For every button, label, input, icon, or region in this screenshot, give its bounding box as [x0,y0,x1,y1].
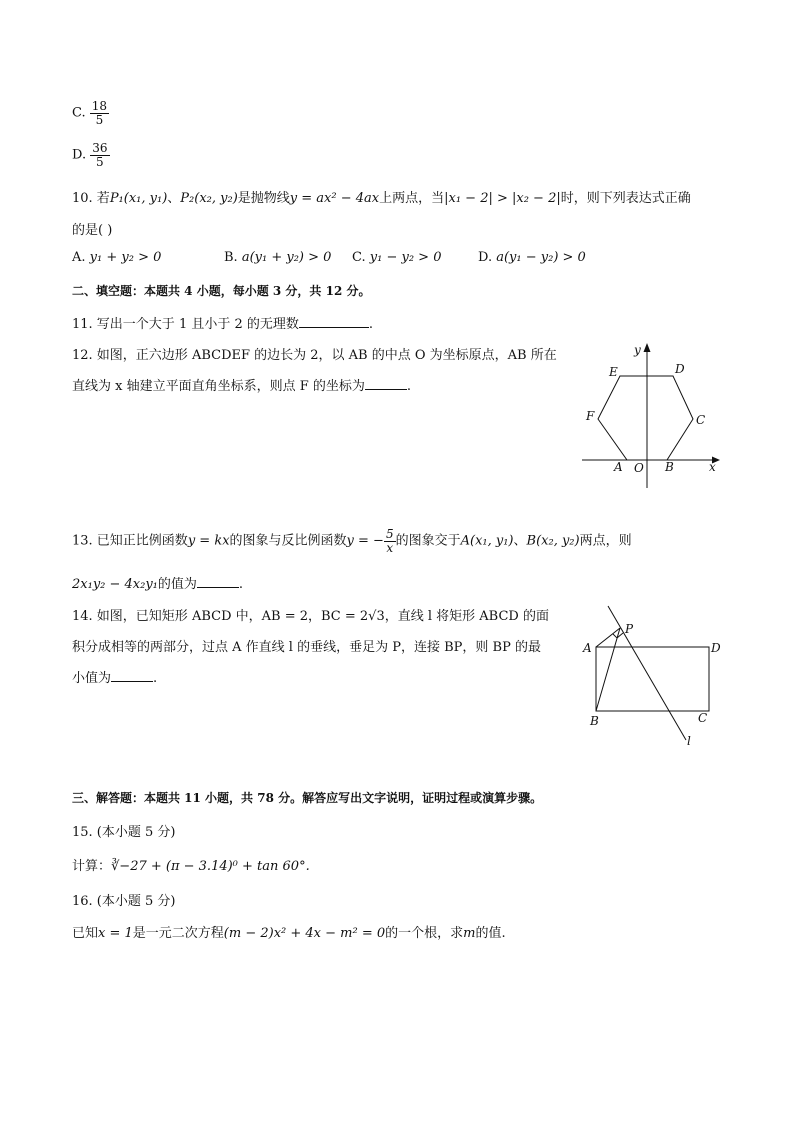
label-E: E [609,365,618,379]
q14-line1: 14. 如图，已知矩形 ABCD 中，AB = 2，BC = 2√3，直线 l 将矩形 ABCD 的面 [72,609,549,624]
label-D: D [675,362,685,376]
label-B: B [590,714,599,728]
label-C: C [696,413,706,427]
q10-option-a: A. y₁ + y₂ > 0 [72,250,162,265]
answer-blank[interactable] [299,315,369,328]
q12-line1: 12. 如图，正六边形 ABCDEF 的边长为 2，以 AB 的中点 O 为坐标原点，AB 所在 [72,348,557,363]
q10-stem-line2: 的是( ) [72,223,113,238]
rectangle-figure [578,600,728,750]
q15-heading: 15. (本小题 5 分) [72,825,176,840]
q14-line2: 积分成相等的两部分，过点 A 作直线 l 的垂线，垂足为 P，连接 BP，则 BP 的最 [72,640,541,655]
hexagon-figure [580,338,730,498]
answer-blank[interactable] [365,377,407,390]
label-y: y [634,343,641,357]
q14-line3: 小值为 . [72,671,158,686]
answer-blank[interactable] [111,669,153,682]
label-l: l [687,734,691,748]
fraction: $\frac{36}{5}$ [92,141,108,169]
label-D: D [711,641,721,655]
q10-option-b: B. a(y₁ + y₂) > 0 [224,250,332,265]
q13-line2: 2x₁y₂ − 4x₂y₁的值为 . [72,577,244,592]
q10-option-c: C. y₁ − y₂ > 0 [352,250,442,265]
section-3-title: 三、解答题：本题共 11 小题，共 78 分。解答应写出文字说明，证明过程或演算步骤。 [72,791,543,805]
q10-stem-line1: 10. 若P₁(x₁, y₁)、P₂(x₂, y₂)是抛物线y = ax² − 4ax上两点，当|x₁ − 2| > |x₂ − 2|时，则下列表达式正确 [72,191,691,206]
q10-option-d: D. a(y₁ − y₂) > 0 [478,250,586,265]
label-F: F [586,409,595,423]
label-A: A [583,641,592,655]
section-2-title: 二、填空题：本题共 4 小题，每小题 3 分，共 12 分。 [72,284,371,298]
q13-line1: 13. 已知正比例函数y = kx的图象与反比例函数y = − $\frac{5}{x}$ 的图象交于A(x₁, y₁)、B(x₂, y₂)两点，则 [72,527,632,555]
label-P: P [625,622,634,636]
q16-body: 已知x = 1是一元二次方程(m − 2)x² + 4x − m² = 0的一个根，求m的值. [72,926,506,941]
q15-body: 计算：∛−27 + (π − 3.14)⁰ + tan 60°. [72,859,310,874]
label-B: B [665,460,674,474]
label-O: O [634,461,644,475]
y-axis-arrow [644,343,651,352]
answer-blank[interactable] [197,575,239,588]
fraction: $\frac{5}{x}$ [385,527,394,555]
rectangle-abcd [596,647,709,711]
q9-option-c: C. $\frac{18}{5}$ [72,99,108,127]
q9-option-d: D. $\frac{36}{5}$ [72,141,108,169]
q16-heading: 16. (本小题 5 分) [72,894,176,909]
label-A: A [614,460,623,474]
label-x: x [709,460,716,474]
label-C: C [698,711,708,725]
q11: 11. 写出一个大于 1 且小于 2 的无理数 . [72,317,374,332]
fraction: $\frac{18}{5}$ [91,99,108,127]
line-l [608,606,686,740]
hexagon [598,376,693,460]
q12-line2: 直线为 x 轴建立平面直角坐标系，则点 F 的坐标为 . [72,379,412,394]
segment-BP [596,628,620,711]
